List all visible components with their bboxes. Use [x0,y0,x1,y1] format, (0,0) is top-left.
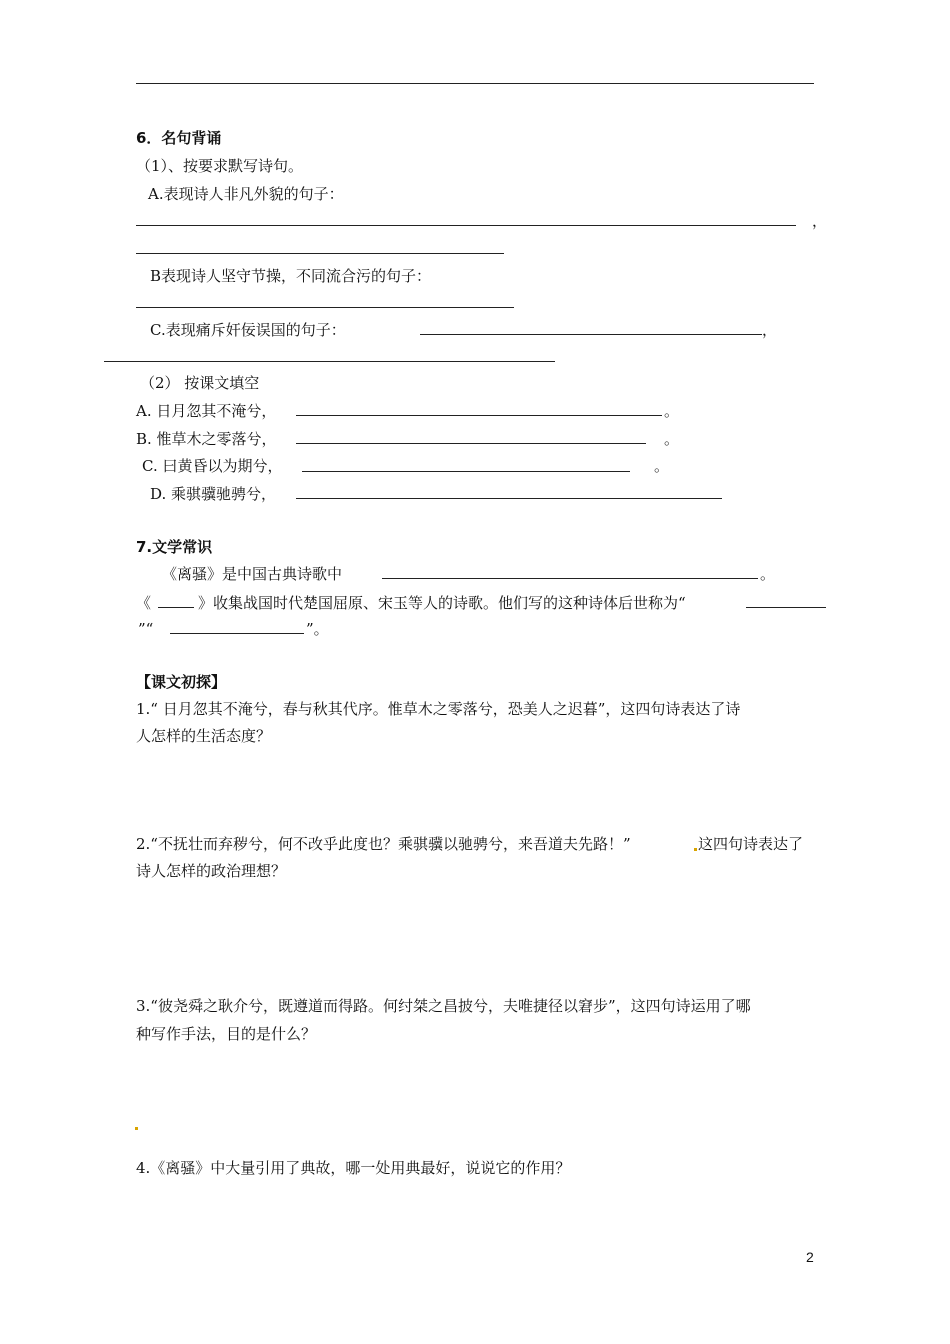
question-1-line2: 人怎样的生活态度？ [136,727,272,745]
fill-c-end: 。 [654,457,670,475]
top-answer-line [136,83,814,84]
sec7-line1: 《离骚》是中国古典诗歌中 [162,565,343,583]
marker-dot [694,848,697,851]
sec7-line3-open: ”“ [138,620,154,638]
answer-line [746,607,826,608]
sec7-line3-close: ”。 [306,620,329,638]
comma: ， [812,212,828,230]
question-2-line1b: 这四句诗表达了 [698,835,804,853]
sec7-line1-end: 。 [760,565,776,583]
fill-b-label: B. 惟草木之零落兮， [136,430,277,448]
fill-c-label: C. 曰黄昏以为期兮， [142,457,283,475]
sec6-item-c: C.表现痛斥奸佞误国的句子： [150,321,346,339]
question-2-line2: 诗人怎样的政治理想？ [136,862,287,880]
comma: ， [762,321,778,339]
fill-b-end: 。 [664,430,680,448]
answer-line [296,498,722,499]
answer-line [104,361,555,362]
sec7-line2-open: 《 [136,594,152,612]
answer-line [382,578,758,579]
sec6-part1-title: （1）、按要求默写诗句。 [136,157,304,175]
sec7-line2-text: 》收集战国时代楚国屈原、宋玉等人的诗歌。他们写的这种诗体后世称为“ [198,594,686,612]
fill-a-label: A. 日月忽其不淹兮， [136,402,277,420]
sec6-part2-title: （2） 按课文填空 [140,374,260,392]
answer-line [420,334,762,335]
marker-dot [135,1127,138,1130]
answer-line [136,253,504,254]
fill-a-end: 。 [664,402,680,420]
question-4: 4.《离骚》中大量引用了典故，哪一处用典最好，说说它的作用？ [136,1159,571,1177]
page-number: 2 [806,1249,814,1265]
question-2-line1a: 2.“不抚壮而弃秽兮，何不改乎此度也？乘骐骥以驰骋兮，来吾道夫先路！” [136,835,631,853]
answer-line [136,307,514,308]
explore-heading: 【课文初探】 [136,673,227,691]
question-3-line1: 3.“彼尧舜之耿介兮，既遵道而得路。何纣桀之昌披兮，夫唯捷径以窘步”，这四句诗运用了哪 [136,997,751,1015]
answer-line [296,415,662,416]
section-7-heading: 7.文学常识 [136,538,213,556]
answer-line [136,225,796,226]
sec6-item-a: A.表现诗人非凡外貌的句子： [148,185,344,203]
answer-line [302,471,630,472]
question-3-line2: 种写作手法，目的是什么？ [136,1025,317,1043]
sec6-item-b: B表现诗人坚守节操，不同流合污的句子： [150,267,432,285]
answer-line [170,633,304,634]
question-1-line1: 1.“ 日月忽其不淹兮，春与秋其代序。惟草木之零落兮，恐美人之迟暮”，这四句诗表达了诗 [136,700,741,718]
section-6-heading: 6．名句背诵 [136,129,222,147]
answer-line [158,607,194,608]
answer-line [296,443,646,444]
fill-d-label: D. 乘骐骥驰骋兮， [150,485,277,503]
